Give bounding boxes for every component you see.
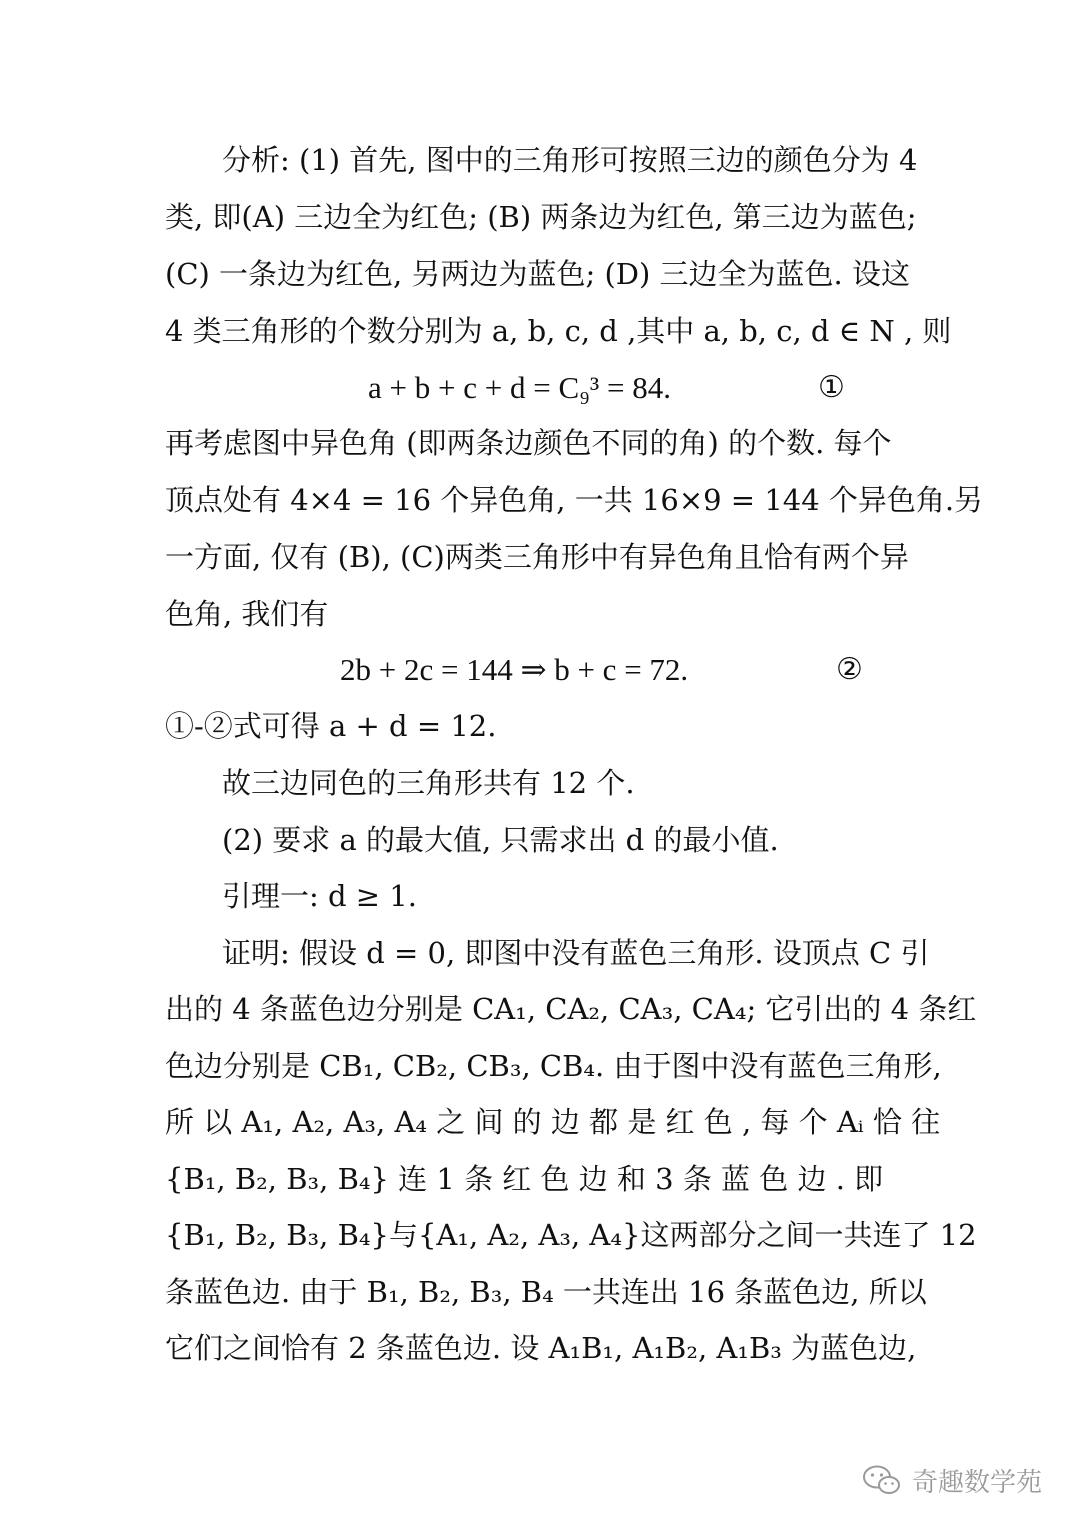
wechat-icon <box>862 1464 902 1496</box>
text-line: (2) 要求 a 的最大值, 只需求出 d 的最小值. <box>222 823 779 857</box>
text-line: 出的 4 条蓝色边分别是 CA₁, CA₂, CA₃, CA₄; 它引出的 4 条红 <box>165 992 977 1026</box>
text-line: 一方面, 仅有 (B), (C)两类三角形中有异色角且恰有两个异 <box>165 540 909 574</box>
text-line: 顶点处有 4×4 = 16 个异色角, 一共 16×9 = 144 个异色角.另 <box>165 483 984 517</box>
text-line: 再考虑图中异色角 (即两条边颜色不同的角) 的个数. 每个 <box>165 426 892 460</box>
text-line: {B₁, B₂, B₃, B₄} 连 1 条 红 色 边 和 3 条 蓝 色 边 . 即 <box>165 1162 884 1196</box>
text-line: ①-②式可得 a + d = 12. <box>165 709 497 743</box>
text-line: (C) 一条边为红色, 另两边为蓝色; (D) 三边全为蓝色. 设这 <box>165 257 910 291</box>
equation-2-number: ② <box>836 652 863 687</box>
watermark <box>862 1462 1042 1498</box>
watermark-text: 奇趣数学苑 <box>911 1467 1042 1498</box>
equation-1-number: ① <box>818 370 845 405</box>
equation-2: 2b + 2c = 144 ⇒ b + c = 72. <box>340 652 689 687</box>
equation-1: a + b + c + d = C₉³ = 84. <box>368 370 671 405</box>
text-line: 分析: (1) 首先, 图中的三角形可按照三边的颜色分为 4 <box>222 143 918 177</box>
text-line: 条蓝色边. 由于 B₁, B₂, B₃, B₄ 一共连出 16 条蓝色边, 所以 <box>165 1275 927 1309</box>
text-line: {B₁, B₂, B₃, B₄}与{A₁, A₂, A₃, A₄}这两部分之间一共连了 12 <box>165 1218 977 1252</box>
text-line: 证明: 假设 d = 0, 即图中没有蓝色三角形. 设顶点 C 引 <box>222 936 930 970</box>
text-line: 色角, 我们有 <box>165 597 329 631</box>
text-line: 类, 即(A) 三边全为红色; (B) 两条边为红色, 第三边为蓝色; <box>165 200 917 234</box>
text-line: 故三边同色的三角形共有 12 个. <box>222 766 635 800</box>
text-line: 色边分别是 CB₁, CB₂, CB₃, CB₄. 由于图中没有蓝色三角形, <box>165 1049 942 1083</box>
text-line: 所 以 A₁, A₂, A₃, A₄ 之 间 的 边 都 是 红 色 , 每 个 Aᵢ 恰 往 <box>165 1105 941 1139</box>
text-line: 它们之间恰有 2 条蓝色边. 设 A₁B₁, A₁B₂, A₁B₃ 为蓝色边, <box>165 1331 917 1365</box>
text-line: 4 类三角形的个数分别为 a, b, c, d ,其中 a, b, c, d ∈ N , 则 <box>165 314 952 348</box>
text-line: 引理一: d ≥ 1. <box>222 879 417 913</box>
